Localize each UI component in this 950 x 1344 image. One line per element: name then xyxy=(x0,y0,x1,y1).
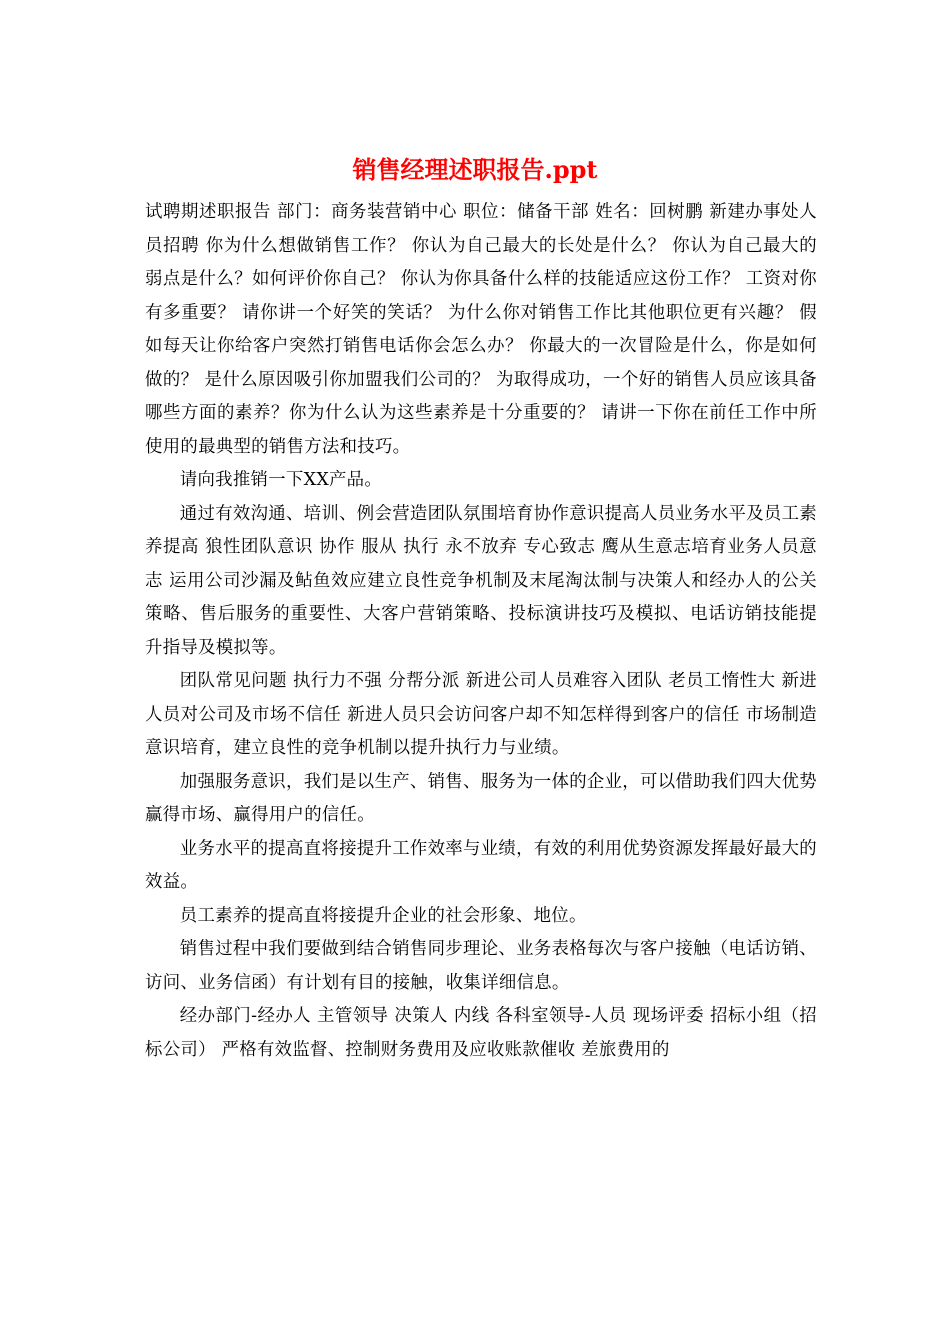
paragraph-sales-process: 销售过程中我们要做到结合销售同步理论、业务表格每次与客户接触（电话访销、访问、业务信函）有计划有目的接触，收集详细信息。 xyxy=(145,939,817,993)
document-title: 销售经理述职报告.ppt xyxy=(352,155,598,184)
paragraph-service: 加强服务意识，我们是以生产、销售、服务为一体的企业，可以借助我们四大优势赢得市场、赢得用户的信任。 xyxy=(145,771,817,825)
document-body xyxy=(145,196,817,1067)
paragraph-team-training: 通过有效沟通、培训、例会营造团队氛围培育协作意识提高人员业务水平及员工素养提高 狼性团队意识 协作 服从 执行 永不放弃 专心致志 鹰从生意志培育业务人员意志 运用公司沙漏及鲇鱼效应建立良性竞争机制及末尾淘汰制与决策人和经办人的公关策略、售后服务的重要性、大客户营销策略、投标演讲技巧及模拟、电话访销技能提升指导及模拟等。 xyxy=(145,503,817,658)
paragraph-product-pitch: 请向我推销一下XX产品。 xyxy=(179,470,383,490)
paragraph-employee-quality: 员工素养的提高直将接提升企业的社会形象、地位。 xyxy=(179,905,587,926)
paragraph-intro: 试聘期述职报告 部门：商务装营销中心 职位：储备干部 姓名：回树鹏 新建办事处人员招聘 你为什么想做销售工作？ 你认为自己最大的长处是什么？ 你认为自己最大的弱点是什么？如何评价你自己？ 你认为你具备什么样的技能适应这份工作？ 工资对你有多重要？ 请你讲一个好笑的笑话？ 为什么你对销售工作比其他职位更有兴趣？ 假如每天让你给客户突然打销售电话你会怎么办？ 你最大的一次冒险是什么，你是如何做的？ 是什么原因吸引你加盟我们公司的？ 为取得成功，一个好的销售人员应该具备哪些方面的素养？你为什么认为这些素养是十分重要的？ 请讲一下你在前任工作中所使用的最典型的销售方法和技巧。 xyxy=(145,202,817,457)
paragraph-business-level: 业务水平的提高直将接提升工作效率与业绩，有效的利用优势资源发挥最好最大的效益。 xyxy=(145,838,817,892)
paragraph-departments: 经办部门-经办人 主管领导 决策人 内线 各科室领导-人员 现场评委 招标小组（招标公司） 严格有效监督、控制财务费用及应收账款催收 差旅费用的 xyxy=(145,1006,817,1060)
paragraph-team-problems: 团队常见问题 执行力不强 分帮分派 新进公司人员难容入团队 老员工惰性大 新进人员对公司及市场不信任 新进人员只会访问客户却不知怎样得到客户的信任 市场制造意识培育，建立良性的竞争机制以提升执行力与业绩。 xyxy=(145,671,817,758)
